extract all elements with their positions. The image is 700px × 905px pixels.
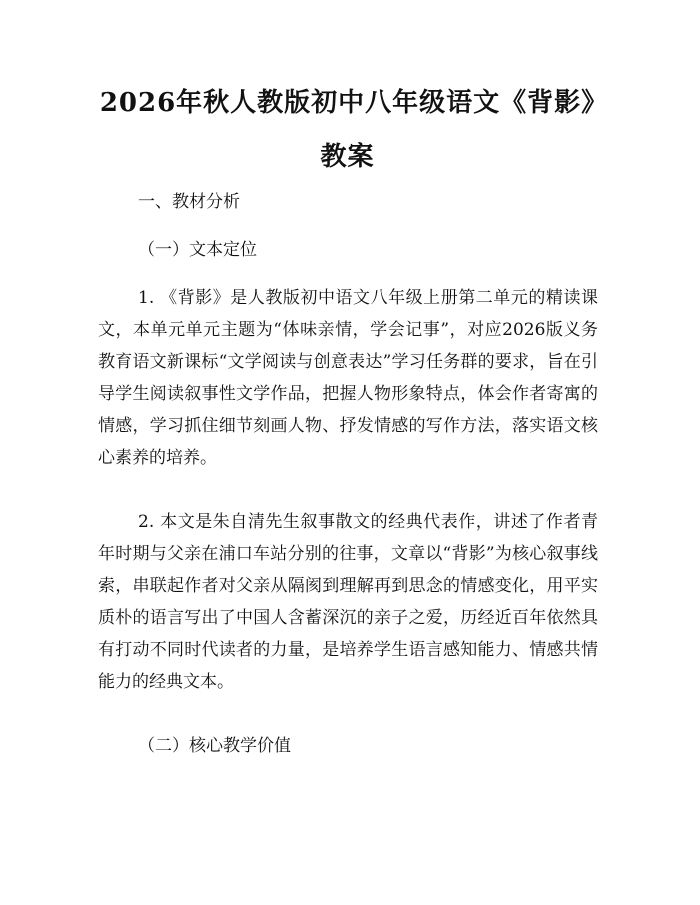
subsection-heading-text-positioning: （一）文本定位 [138,240,257,260]
section-heading: 一、教材分析 [138,192,240,212]
subsection-heading-core-value: （二）核心教学价值 [138,736,291,756]
paragraph-2: 2. 本文是朱自清先生叙事散文的经典代表作，讲述了作者青年时期与父亲在浦口车站分别的往事，文章以“背影”为核心叙事线索，串联起作者对父亲从隔阂到理解再到思念的情感变化，用平实质朴的语言写出了中国人含蓄深沉的亲子之爱，历经近百年依然具有打动不同时代读者的力量，是培养学生语言感知能力、情感共情能力的经典文本。 [98,512,598,692]
document-title: 2026年秋人教版初中八年级语文《背影》教案 [99,88,596,172]
paragraph-1: 1. 《背影》是人教版初中语文八年级上册第二单元的精读课文，本单元单元主题为“体味亲情，学会记事”，对应2026版义务教育语文新课标“文学阅读与创意表达”学习任务群的要求，旨在引导学生阅读叙事性文学作品，把握人物形象特点，体会作者寄寓的情感，学习抓住细节刻画人物、抒发情感的写作方法，落实语文核心素养的培养。 [98,288,598,468]
